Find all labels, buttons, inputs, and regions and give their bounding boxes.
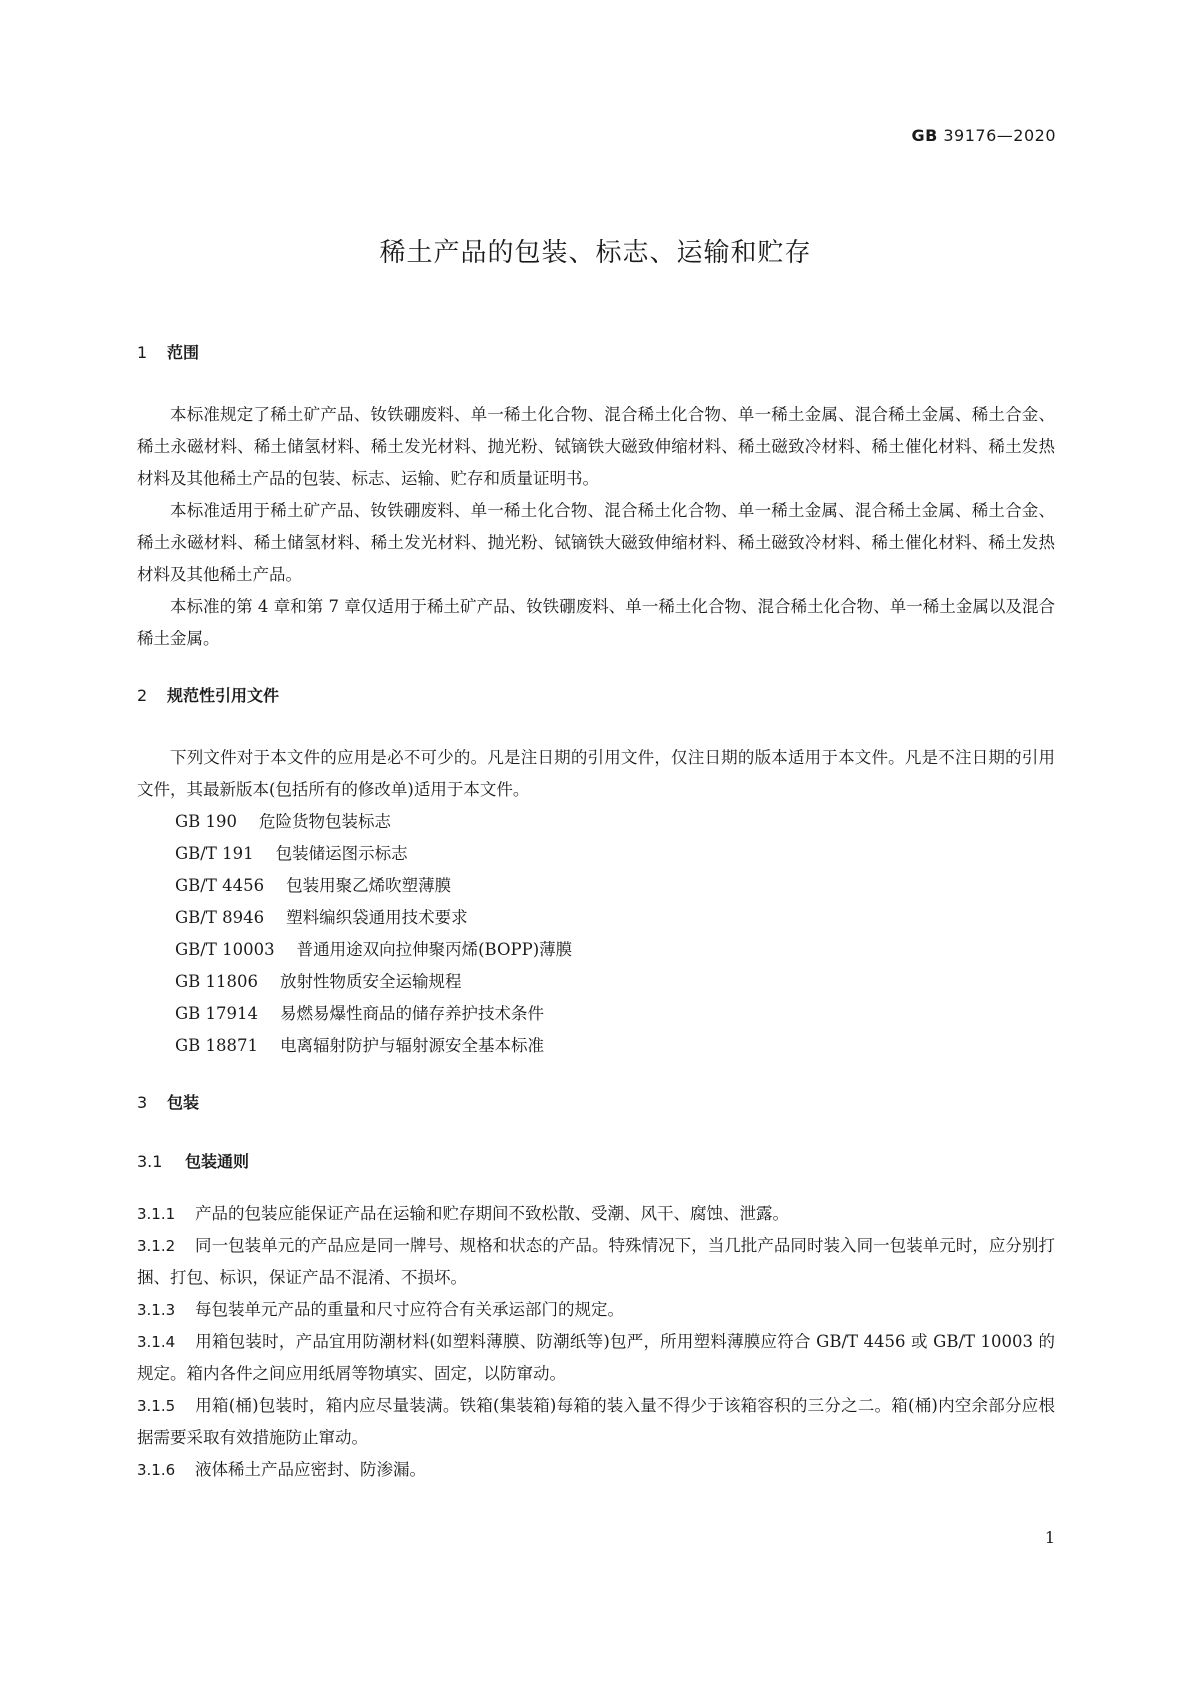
reference-code: GB 11806 bbox=[175, 972, 259, 991]
section-title: 包装 bbox=[167, 1093, 200, 1112]
reference-item bbox=[137, 806, 1055, 838]
clause-number: 3.1.6 bbox=[137, 1461, 176, 1479]
reference-code: GB 190 bbox=[175, 812, 238, 831]
reference-item bbox=[137, 1030, 1055, 1062]
reference-title: 包装储运图示标志 bbox=[275, 844, 408, 863]
paragraph: 本标准的第 4 章和第 7 章仅适用于稀土矿产品、钕铁硼废料、单一稀土化合物、混合稀土化合物、单一稀土金属以及混合稀土金属。 bbox=[137, 597, 1055, 648]
reference-item bbox=[137, 838, 1055, 870]
standard-prefix: GB bbox=[911, 126, 938, 145]
paragraph: 本标准适用于稀土矿产品、钕铁硼废料、单一稀土化合物、混合稀土化合物、单一稀土金属、混合稀土金属、稀土合金、稀土永磁材料、稀土储氢材料、稀土发光材料、抛光粉、铽镝铁大磁致伸缩材料、稀土磁致冷材料、稀土催化材料、稀土发热材料及其他稀土产品。 bbox=[137, 501, 1055, 584]
clause-text: 液体稀土产品应密封、防渗漏。 bbox=[195, 1460, 426, 1479]
reference-code: GB/T 191 bbox=[175, 844, 254, 863]
reference-item bbox=[137, 902, 1055, 934]
clause bbox=[137, 1294, 1055, 1326]
reference-title: 塑料编织袋通用技术要求 bbox=[286, 908, 468, 927]
standard-code: 39176—2020 bbox=[943, 126, 1056, 145]
reference-title: 电离辐射防护与辐射源安全基本标准 bbox=[280, 1036, 545, 1055]
reference-item bbox=[137, 934, 1055, 966]
reference-code: GB/T 4456 bbox=[175, 876, 265, 895]
section-heading-scope bbox=[137, 340, 1055, 363]
section-title: 范围 bbox=[167, 343, 200, 362]
section-number: 1 bbox=[137, 343, 148, 362]
clause-text: 每包装单元产品的重量和尺寸应符合有关承运部门的规定。 bbox=[195, 1300, 624, 1319]
section-number: 2 bbox=[137, 686, 148, 705]
reference-code: GB 18871 bbox=[175, 1036, 259, 1055]
reference-code: GB/T 10003 bbox=[175, 940, 275, 959]
reference-title: 包装用聚乙烯吹塑薄膜 bbox=[286, 876, 452, 895]
reference-title: 危险货物包装标志 bbox=[259, 812, 392, 831]
clause-text: 用箱(桶)包装时，箱内应尽量装满。铁箱(集装箱)每箱的装入量不得少于该箱容积的三分之二。箱(桶)内空余部分应根据需要采取有效措施防止窜动。 bbox=[137, 1396, 1055, 1447]
clause bbox=[137, 1454, 1055, 1486]
clause bbox=[137, 1390, 1055, 1454]
section-heading-packaging bbox=[137, 1090, 1055, 1113]
clause-number: 3.1.1 bbox=[137, 1205, 176, 1223]
section-number: 3 bbox=[137, 1093, 148, 1112]
subsection-number: 3.1 bbox=[137, 1152, 163, 1171]
reference-item bbox=[137, 998, 1055, 1030]
paragraph: 本标准规定了稀土矿产品、钕铁硼废料、单一稀土化合物、混合稀土化合物、单一稀土金属、混合稀土金属、稀土合金、稀土永磁材料、稀土储氢材料、稀土发光材料、抛光粉、铽镝铁大磁致伸缩材料、稀土磁致冷材料、稀土催化材料、稀土发热材料及其他稀土产品的包装、标志、运输、贮存和质量证明书。 bbox=[137, 405, 1055, 488]
clause-number: 3.1.3 bbox=[137, 1301, 176, 1319]
section-title: 规范性引用文件 bbox=[167, 686, 280, 705]
subsection-title: 包装通则 bbox=[185, 1152, 250, 1171]
standard-number bbox=[911, 126, 1056, 145]
page-number: 1 bbox=[1044, 1528, 1055, 1547]
reference-title: 放射性物质安全运输规程 bbox=[280, 972, 462, 991]
paragraph: 下列文件对于本文件的应用是必不可少的。凡是注日期的引用文件，仅注日期的版本适用于本文件。凡是不注日期的引用文件，其最新版本(包括所有的修改单)适用于本文件。 bbox=[137, 748, 1055, 799]
clause-number: 3.1.4 bbox=[137, 1333, 176, 1351]
clause-text: 同一包装单元的产品应是同一牌号、规格和状态的产品。特殊情况下，当几批产品同时装入同一包装单元时，应分别打捆、打包、标识，保证产品不混淆、不损坏。 bbox=[137, 1236, 1055, 1287]
clause bbox=[137, 1230, 1055, 1294]
document-body bbox=[137, 340, 1055, 1486]
document-title: 稀土产品的包装、标志、运输和贮存 bbox=[379, 238, 812, 268]
reference-item bbox=[137, 870, 1055, 902]
reference-title: 普通用途双向拉伸聚丙烯(BOPP)薄膜 bbox=[296, 940, 573, 959]
clause bbox=[137, 1198, 1055, 1230]
reference-code: GB/T 8946 bbox=[175, 908, 265, 927]
subsection-heading bbox=[137, 1149, 1055, 1172]
reference-title: 易燃易爆性商品的储存养护技术条件 bbox=[280, 1004, 545, 1023]
reference-code: GB 17914 bbox=[175, 1004, 259, 1023]
section-heading-normative-references bbox=[137, 683, 1055, 706]
clause-text: 产品的包装应能保证产品在运输和贮存期间不致松散、受潮、风干、腐蚀、泄露。 bbox=[195, 1204, 789, 1223]
clause-text: 用箱包装时，产品宜用防潮材料(如塑料薄膜、防潮纸等)包严，所用塑料薄膜应符合 GB/T 4456 或 GB/T 10003 的规定。箱内各件之间应用纸屑等物填实、固定，以防窜动。 bbox=[137, 1332, 1055, 1383]
reference-item bbox=[137, 966, 1055, 998]
clause-number: 3.1.5 bbox=[137, 1397, 176, 1415]
clause bbox=[137, 1326, 1055, 1390]
clause-number: 3.1.2 bbox=[137, 1237, 176, 1255]
